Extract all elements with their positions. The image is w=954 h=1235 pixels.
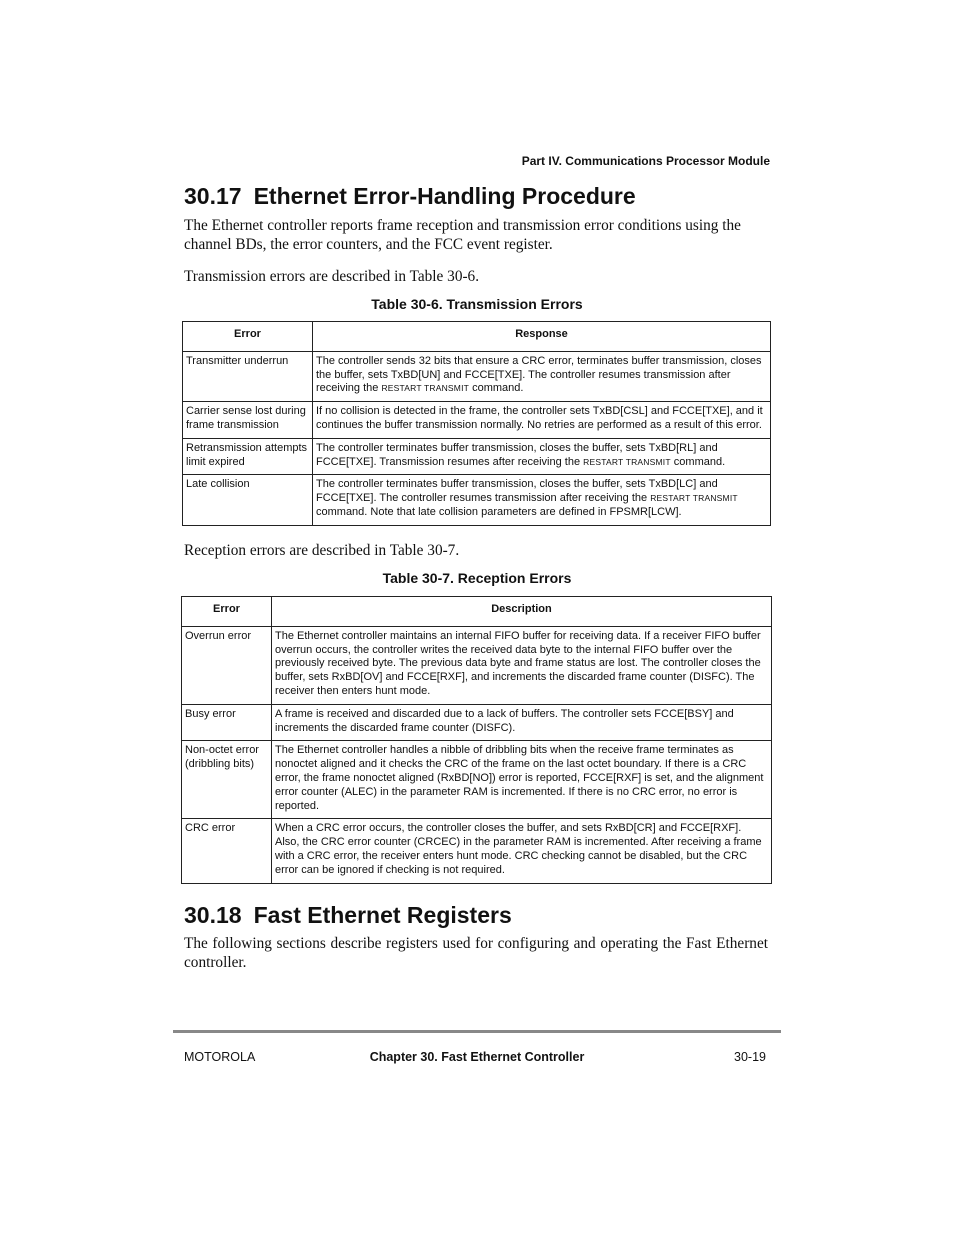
error-cell: Carrier sense lost during frame transmission	[183, 402, 313, 439]
reception-errors-reference: Reception errors are described in Table 30-7.	[184, 542, 460, 559]
section-number: 30.17	[184, 183, 242, 209]
column-header-response: Response	[313, 322, 771, 352]
table-row	[182, 704, 772, 741]
running-header: Part IV. Communications Processor Module	[521, 154, 770, 168]
section-heading-30-18	[184, 902, 512, 929]
description-cell: The Ethernet controller handles a nibble of dribbling bits when the receive frame terminates as nonoctet aligned and it checks the CRC of the frame on the last octet boundary. If there is a CRC error, the frame nonoctet aligned (RxBD[NO]) error is reported, FCCE[RXF] is set, and the alignment error counter (ALEC) in the parameter RAM is incremented. If there is no CRC error, no error is reported.	[272, 741, 772, 819]
table-row	[183, 475, 771, 525]
footer-divider	[173, 1030, 781, 1033]
section-title: Fast Ethernet Registers	[253, 902, 512, 928]
response-cell	[313, 351, 771, 401]
response-text-suffix: command.	[670, 455, 726, 468]
footer-company: MOTOROLA	[184, 1050, 256, 1064]
error-cell: CRC error	[182, 819, 272, 883]
table-header-row	[183, 322, 771, 352]
error-cell: Non-octet error (dribbling bits)	[182, 741, 272, 819]
table-row	[182, 626, 772, 704]
table-header-row	[182, 597, 772, 627]
column-header-description: Description	[272, 597, 772, 627]
table-row	[183, 402, 771, 439]
description-cell: When a CRC error occurs, the controller closes the buffer, and sets RxBD[CR] and FCCE[RXF]. Also, the CRC error counter (CRCEC) in the parameter RAM is incremented. After receiving a frame with a CRC error, the receiver enters hunt mode. CRC checking cannot be disabled, but the CRC error can be ignored if checking is not required.	[272, 819, 772, 883]
footer-chapter-title: Chapter 30. Fast Ethernet Controller	[369, 1050, 585, 1064]
section-title: Ethernet Error-Handling Procedure	[253, 183, 636, 209]
table-row	[182, 819, 772, 883]
response-cell	[313, 475, 771, 525]
command-name: RESTART TRANSMIT	[583, 456, 671, 467]
response-text-suffix: command. Note that late collision parameters are defined in FPSMR[LCW].	[316, 505, 682, 518]
section-number: 30.18	[184, 902, 242, 928]
command-name: RESTART TRANSMIT	[650, 493, 738, 504]
section-heading-30-17	[184, 183, 636, 210]
response-text: If no collision is detected in the frame, the controller sets TxBD[CSL] and FCCE[TXE], and it continues the buffer transmission normally. No retries are performed as a result of this error.	[316, 405, 763, 431]
response-text-suffix: command.	[469, 382, 524, 395]
error-cell: Busy error	[182, 704, 272, 741]
description-cell: The Ethernet controller maintains an internal FIFO buffer for receiving data. If a receiver FIFO buffer overrun occurs, the controller writes the received data byte to the internal FIFO buffer over the previously received byte. The previous data byte and frame status are lost. The controller closes the buffer, sets RxBD[OV] and FCCE[RXF], and increments the discarded frame counter (DISFC). The receiver then enters hunt mode.	[272, 626, 772, 704]
table-row	[183, 438, 771, 475]
command-name: RESTART TRANSMIT	[381, 383, 470, 394]
transmission-errors-reference: Transmission errors are described in Table 30-6.	[184, 268, 480, 285]
error-cell: Overrun error	[182, 626, 272, 704]
response-text: The controller sends 32 bits that ensure a CRC error, terminates buffer transmission, closes the buffer, sets TxBD[UN] and FCCE[TXE]. The controller resumes transmission after receiving the	[316, 354, 762, 395]
table-caption-reception: Table 30-7. Reception Errors	[382, 570, 572, 586]
transmission-errors-table	[182, 321, 771, 526]
table-row	[182, 741, 772, 819]
table-caption-transmission: Table 30-6. Transmission Errors	[371, 296, 583, 312]
response-cell	[313, 438, 771, 475]
description-cell: A frame is received and discarded due to a lack of buffers. The controller sets FCCE[BSY] and increments the discarded frame counter (DISFC).	[272, 704, 772, 741]
column-header-error: Error	[183, 322, 313, 352]
error-cell: Transmitter underrun	[183, 351, 313, 401]
response-cell	[313, 402, 771, 439]
response-text: The controller terminates buffer transmission, closes the buffer, sets TxBD[LC] and FCCE[TXE]. The controller resumes transmission after receiving the	[316, 478, 718, 505]
error-cell: Retransmission attempts limit expired	[183, 438, 313, 475]
error-cell: Late collision	[183, 475, 313, 525]
table-row	[183, 351, 771, 401]
section-intro-paragraph: The following sections describe registers used for configuring and operating the Fast Ethernet controller.	[184, 935, 768, 971]
response-text: The controller terminates buffer transmission, closes the buffer, sets TxBD[RL] and FCCE[TXE]. Transmission resumes after receiving the	[316, 441, 718, 468]
section-intro-paragraph: The Ethernet controller reports frame reception and transmission error conditions using the channel BDs, the error counters, and the FCC event register.	[184, 217, 741, 253]
footer-page-number: 30-19	[734, 1050, 766, 1064]
reception-errors-table	[181, 596, 772, 884]
column-header-error: Error	[182, 597, 272, 627]
